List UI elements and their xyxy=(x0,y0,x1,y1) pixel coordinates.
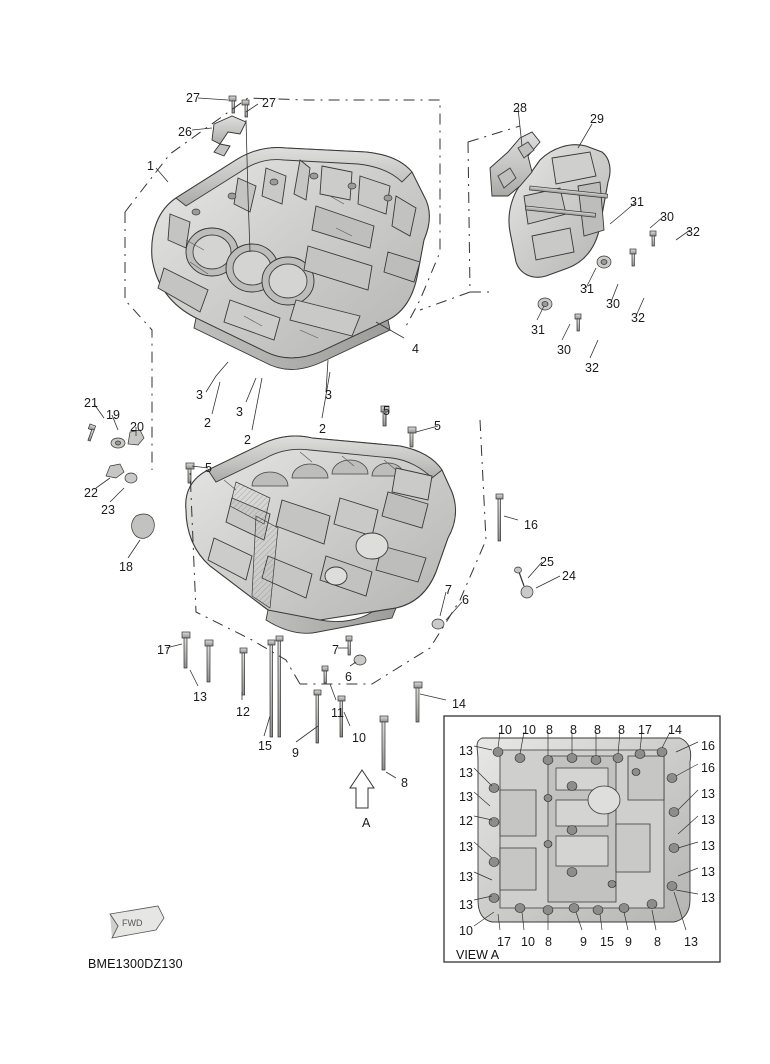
callout-inset-right-13-5: 13 xyxy=(701,865,715,879)
callout-inset-top-14-7: 14 xyxy=(668,723,682,737)
callout-inset-right-16-1: 16 xyxy=(701,761,715,775)
callout-main-8-46: 8 xyxy=(401,776,408,790)
callout-inset-bottom-15-4: 15 xyxy=(600,935,614,949)
callout-main-32-11: 32 xyxy=(631,311,645,325)
part-code-label: BME1300DZ130 xyxy=(88,957,183,971)
callout-main-22-25: 22 xyxy=(84,486,98,500)
callout-main-14-45: 14 xyxy=(452,697,466,711)
callout-main-5-28: 5 xyxy=(205,461,212,475)
callout-inset-top-8-3: 8 xyxy=(570,723,577,737)
callout-inset-top-8-4: 8 xyxy=(594,723,601,737)
callout-main-18-27: 18 xyxy=(119,560,133,574)
callout-inset-left-13-1: 13 xyxy=(459,766,473,780)
callout-main-2-21: 2 xyxy=(319,422,326,436)
callout-main-19-23: 19 xyxy=(106,408,120,422)
callout-main-3-16: 3 xyxy=(196,388,203,402)
callout-inset-right-13-3: 13 xyxy=(701,813,715,827)
callout-inset-top-10-0: 10 xyxy=(498,723,512,737)
callout-main-9-40: 9 xyxy=(292,746,299,760)
callout-main-3-18: 3 xyxy=(236,405,243,419)
callout-main-31-12: 31 xyxy=(531,323,545,337)
callout-main-24-33: 24 xyxy=(562,569,576,583)
callout-main-17-36: 17 xyxy=(157,643,171,657)
callout-main-27-1: 27 xyxy=(186,91,200,105)
callout-inset-top-10-1: 10 xyxy=(522,723,536,737)
callout-inset-left-10-7: 10 xyxy=(459,924,473,938)
callout-inset-right-13-6: 13 xyxy=(701,891,715,905)
callout-main-32-14: 32 xyxy=(585,361,599,375)
callout-main-3-20: 3 xyxy=(325,388,332,402)
callout-main-31-9: 31 xyxy=(580,282,594,296)
callout-main-30-7: 30 xyxy=(660,210,674,224)
parts-18-23-group xyxy=(88,424,154,538)
callout-main-29-5: 29 xyxy=(590,112,604,126)
callout-inset-left-13-2: 13 xyxy=(459,790,473,804)
callout-inset-bottom-9-3: 9 xyxy=(580,935,587,949)
callout-inset-bottom-17-0: 17 xyxy=(497,935,511,949)
callout-main-20-24: 20 xyxy=(130,420,144,434)
callout-main-7-34: 7 xyxy=(445,583,452,597)
callout-main-25-32: 25 xyxy=(540,555,554,569)
lower-crankcase-body xyxy=(186,433,456,633)
callout-main-26-3: 26 xyxy=(178,125,192,139)
callout-main-23-26: 23 xyxy=(101,503,115,517)
callout-inset-left-13-0: 13 xyxy=(459,744,473,758)
callout-main-10-41: 10 xyxy=(352,731,366,745)
callout-main-A-47: A xyxy=(362,816,371,830)
callout-main-12-38: 12 xyxy=(236,705,250,719)
upper-crankcase-body xyxy=(152,148,430,370)
callout-inset-bottom-13-7: 13 xyxy=(684,935,698,949)
callout-main-15-39: 15 xyxy=(258,739,272,753)
callout-main-7-43: 7 xyxy=(332,643,339,657)
callout-main-2-17: 2 xyxy=(204,416,211,430)
callout-inset-bottom-8-6: 8 xyxy=(654,935,661,949)
callout-main-16-31: 16 xyxy=(524,518,538,532)
callout-main-6-44: 6 xyxy=(345,670,352,684)
callout-inset-top-17-6: 17 xyxy=(638,723,652,737)
callout-inset-left-13-6: 13 xyxy=(459,898,473,912)
callout-main-1-0: 1 xyxy=(147,159,154,173)
callout-inset-top-8-2: 8 xyxy=(546,723,553,737)
callout-main-13-37: 13 xyxy=(193,690,207,704)
callout-inset-right-13-4: 13 xyxy=(701,839,715,853)
callout-inset-left-12-3: 12 xyxy=(459,814,473,828)
callout-inset-left-13-4: 13 xyxy=(459,840,473,854)
callout-main-31-6: 31 xyxy=(630,195,644,209)
callout-inset-left-13-5: 13 xyxy=(459,870,473,884)
callout-main-5-30: 5 xyxy=(434,419,441,433)
view-a-inset xyxy=(444,716,720,962)
callout-main-27-2: 27 xyxy=(262,96,276,110)
callout-main-6-35: 6 xyxy=(462,593,469,607)
view-a-title: VIEW A xyxy=(456,948,500,962)
callout-inset-bottom-9-5: 9 xyxy=(625,935,632,949)
callout-main-21-22: 21 xyxy=(84,396,98,410)
callout-inset-top-8-5: 8 xyxy=(618,723,625,737)
callout-main-32-8: 32 xyxy=(686,225,700,239)
part-26-bracket xyxy=(212,116,246,156)
callout-main-30-10: 30 xyxy=(606,297,620,311)
fwd-arrow-label: FWD xyxy=(122,918,143,928)
callout-main-30-13: 30 xyxy=(557,343,571,357)
callout-inset-bottom-8-2: 8 xyxy=(545,935,552,949)
callout-main-4-15: 4 xyxy=(412,342,419,356)
callout-inset-right-13-2: 13 xyxy=(701,787,715,801)
callout-main-28-4: 28 xyxy=(513,101,527,115)
callout-main-11-42: 11 xyxy=(331,706,344,720)
section-arrow-a xyxy=(350,770,374,808)
callout-main-2-19: 2 xyxy=(244,433,251,447)
callout-inset-bottom-10-1: 10 xyxy=(521,935,535,949)
callout-inset-right-16-0: 16 xyxy=(701,739,715,753)
callout-main-5-29: 5 xyxy=(383,404,390,418)
